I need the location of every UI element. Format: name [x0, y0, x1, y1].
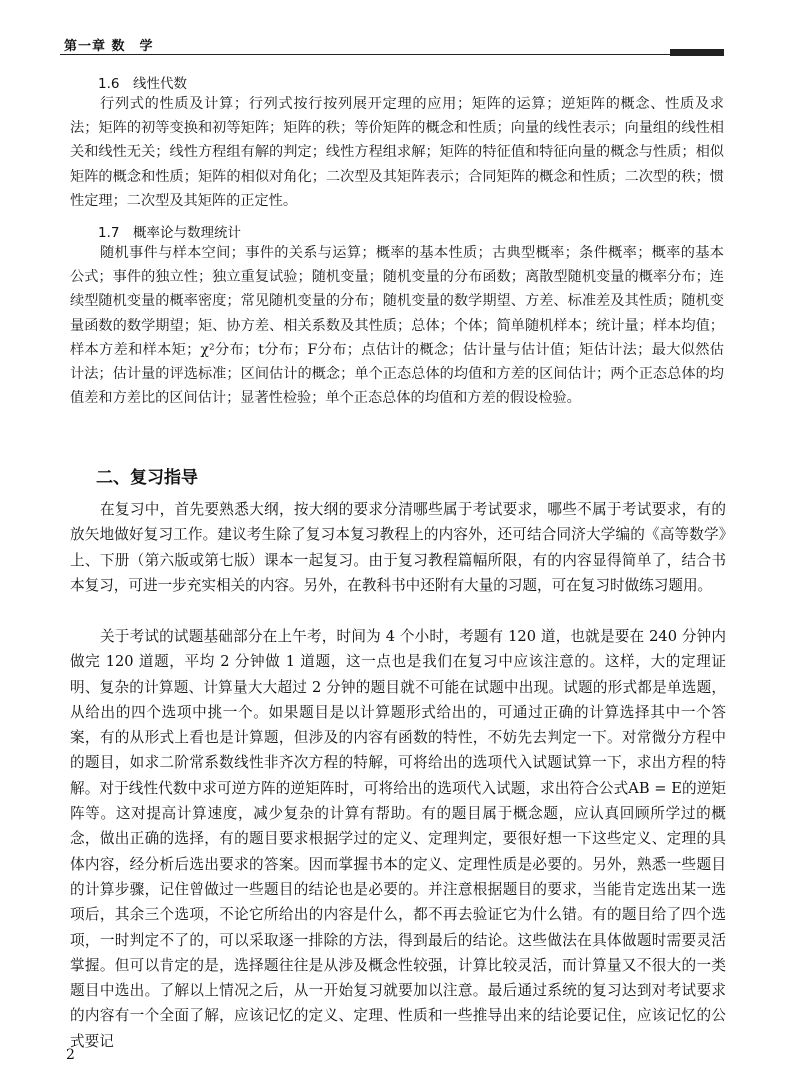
header-rule — [60, 54, 724, 55]
section-body-linear-algebra: 行列式的性质及计算；行列式按行按列展开定理的应用；矩阵的运算；逆矩阵的概念、性质及求法；矩阵的初等变换和初等矩阵；矩阵的秩；等价矩阵的概念和性质；向量的线性表示；向量组的线性相关和线性无关；线性方程组有解的判定；线性方程组求解；矩阵的特征值和特征向量的概念与性质；相似矩阵的概念和性质；矩阵的相似对角化；二次型及其矩阵表示；合同矩阵的概念和性质；二次型的秩；惯性定理；二次型及其矩阵的正定性。 — [70, 96, 724, 209]
section-heading-probability: 1.7 概率论与数理统计 — [98, 225, 241, 241]
section-heading-linear-algebra: 1.6 线性代数 — [98, 76, 187, 92]
page-number: 2 — [66, 1047, 75, 1063]
chapter-running-title: 第一章 数 学 — [64, 39, 154, 54]
running-header — [0, 30, 790, 56]
body-paragraph: 关于考试的试题基础部分在上午考，时间为 4 个小时，考题有 120 道，也就是要在 240 分钟内做完 120 道题，平均 2 分钟做 1 道题，这一点也是我们在复习中应该注意的。这样，大的定理证明、复杂的计算题、计算量大大超过 2 分钟的题目就不可能在试题中出现。试题的形式都是单选题，从给出的四个选项中挑一个。如果题目是以计算题形式给出的，可通过正确的计算选择其中一个答案，有的从形式上看也是计算题，但涉及的内容有函数的特性，不妨先去判定一下。对常微分方程中的题目，如求二阶常系数线性非齐次方程的特解，可将给出的选项代入试题试算一下，求出方程的特解。对于线性代数中求可逆方阵的逆矩阵时，可将给出的选项代入试题，求出符合公式AB = E的逆矩阵等。这对提高计算速度，减少复杂的计算有帮助。有的题目属于概念题，应认真回顾所学过的概念，做出正确的选择，有的题目要求根据学过的定义、定理判定，要很好想一下这些定义、定理的具体内容，经分析后选出要求的答案。因而掌握书本的定义、定理性质是必要的。另外，熟悉一些题目的计算步骤，记住曾做过一些题目的结论也是必要的。并注意根据题目的要求，当能肯定选出某一选项后，其余三个选项，不论它所给出的内容是什么，都不再去验证它为什么错。有的题目给了四个选项，一时判定不了的，可以采取逐一排除的方法，得到最后的结论。这些做法在具体做题时需要灵活掌握。但可以肯定的是，选择题往往是从涉及概念性较强，计算比较灵活，而计算量又不很大的一类题目中选出。了解以上情况之后，从一开始复习就要加以注意。最后通过系统的复习达到对考试要求的内容有一个全面了解，应该记忆的定义、定理、性质和一些推导出来的结论要记住，应该记忆的公式要记 — [70, 628, 726, 1050]
section-body-probability: 随机事件与样本空间；事件的关系与运算；概率的基本性质；古典型概率；条件概率；概率的基本公式；事件的独立性；独立重复试验；随机变量；随机变量的分布函数；离散型随机变量的概率分布；连续型随机变量的概率密度；常见随机变量的分布；随机变量的数学期望、方差、标准差及其性质；随机变量函数的数学期望；矩、协方差、相关系数及其性质；总体；个体；简单随机样本；统计量；样本均值；样本方差和样本矩；χ²分布；t分布；F分布；点估计的概念；估计量与估计值；矩估计法；最大似然估计法；估计量的评选标准；区间估计的概念；单个正态总体的均值和方差的区间估计；两个正态总体的均值差和方差比的区间估计；显著性检验；单个正态总体的均值和方差的假设检验。 — [70, 245, 724, 407]
chapter-heading: 二、复习指导 — [96, 468, 198, 488]
body-paragraph: 在复习中，首先要熟悉大纲，按大纲的要求分清哪些属于考试要求，哪些不属于考试要求，有的放矢地做好复习工作。建议考生除了复习本复习教程上的内容外，还可结合同济大学编的《高等数学》上、下册（第六版或第七版）课本一起复习。由于复习教程篇幅所限，有的内容显得简单了，结合书本复习，可进一步充实相关的内容。另外，在教科书中还附有大量的习题，可在复习时做练习题用。 — [70, 501, 726, 594]
